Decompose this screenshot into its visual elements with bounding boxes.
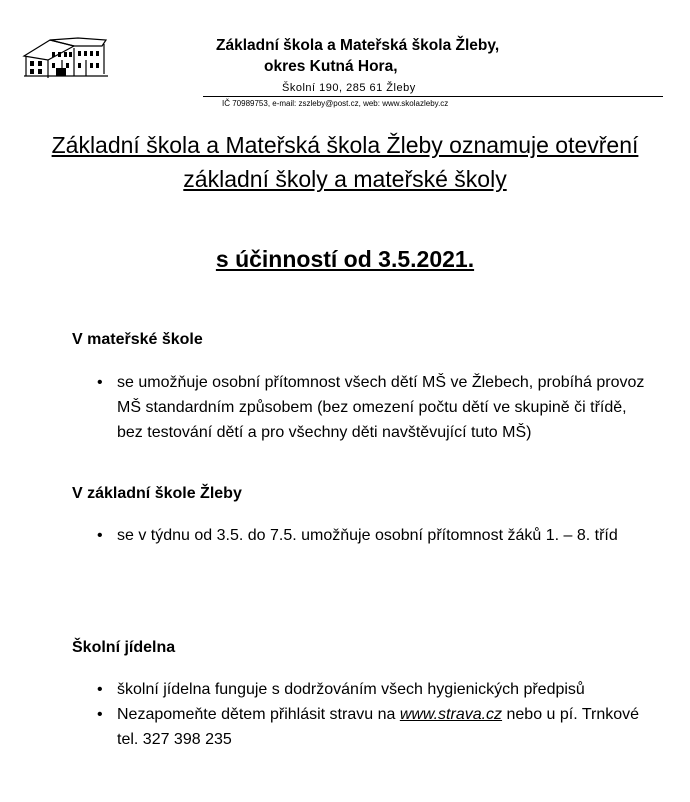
bullet-icon: • bbox=[97, 681, 103, 698]
bullet-icon: • bbox=[97, 374, 103, 391]
primary-school-list bbox=[72, 523, 652, 548]
school-district: okres Kutná Hora, bbox=[264, 58, 398, 75]
list-item bbox=[72, 523, 652, 548]
strava-link[interactable]: www.strava.cz bbox=[399, 706, 503, 723]
effective-date: s účinností od 3.5.2021. bbox=[215, 246, 475, 272]
kindergarten-heading: V mateřské škole bbox=[72, 331, 203, 348]
school-address: Školní 190, 285 61 Žleby bbox=[282, 82, 416, 94]
canteen-reminder-text: Nezapomeňte dětem přihlásit stravu na bbox=[117, 706, 400, 723]
notice-title: Základní škola a Mateřská škola Žleby oznamuje otevření základní školy a mateřské školy bbox=[51, 132, 639, 192]
canteen-item-text: školní jídelna funguje s dodržováním všech hygienických předpisů bbox=[117, 681, 585, 698]
list-item bbox=[72, 677, 652, 702]
kindergarten-item-text: se umožňuje osobní přítomnost všech dětí MŠ ve Žlebech, probíhá provoz MŠ standardním způsobem (bez omezení počtu dětí ve skupině či třídě, bez testování dětí a pro všechny děti navštěvující tuto MŠ) bbox=[117, 374, 645, 441]
primary-school-item-text: se v týdnu od 3.5. do 7.5. umožňuje osobní přítomnost žáků 1. – 8. tříd bbox=[117, 527, 618, 544]
canteen-contact-text: nebo u pí. Trnkové tel. 327 398 235 bbox=[117, 706, 640, 748]
canteen-list bbox=[72, 677, 652, 752]
primary-school-heading: V základní škole Žleby bbox=[72, 485, 242, 502]
school-name: Základní škola a Mateřská škola Žleby, bbox=[216, 37, 500, 54]
header-divider bbox=[203, 96, 663, 97]
list-item bbox=[72, 702, 652, 752]
bullet-icon: • bbox=[97, 706, 103, 723]
school-contact-line: IČ 70989753, e-mail: zszleby@post.cz, web: www.skolazleby.cz bbox=[222, 99, 449, 108]
kindergarten-list bbox=[72, 370, 652, 445]
canteen-heading: Školní jídelna bbox=[72, 639, 176, 656]
list-item bbox=[72, 370, 652, 445]
bullet-icon: • bbox=[97, 527, 103, 544]
school-building-logo bbox=[22, 30, 110, 80]
